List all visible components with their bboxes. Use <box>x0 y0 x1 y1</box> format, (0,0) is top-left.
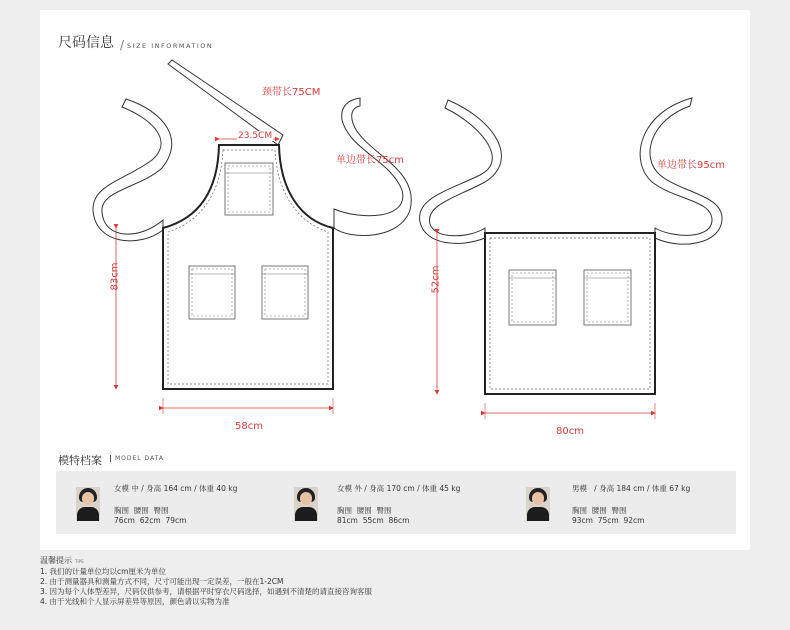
model-measure-values-3: 93cm 75cm 92cm <box>572 516 645 525</box>
model-avatar-2 <box>294 487 318 521</box>
tip-item: 3. 因为每个人体型差异，尺码仅供参考，请根据平时穿衣尺码选择，如遇到不清楚的请直接咨询客服 <box>40 587 373 596</box>
tips-heading: 温馨提示 TIPS <box>40 556 84 565</box>
page-subtitle: / SIZE INFORMATION <box>120 37 213 51</box>
tip-item: 2. 由于测量器具和测量方式不同，尺寸可能出现一定误差，一般在1-2CM <box>40 577 284 586</box>
model-info-1: 女模 中 / 身高 164 cm / 体重 40 kg <box>114 484 238 493</box>
side-strap-label-left: 单边带长75cm <box>336 155 404 166</box>
model-heading: 模特档案 <box>58 454 102 467</box>
neck-strap-label: 颈带长75CM <box>262 87 321 98</box>
model-avatar-3 <box>526 487 550 521</box>
pocket-top-label: 23.5CM <box>238 131 273 141</box>
model-measure-labels-2: 胸围 腰围 臀围 <box>337 506 392 515</box>
model-measure-values-2: 81cm 55cm 86cm <box>337 516 410 525</box>
model-measure-values-1: 76cm 62cm 79cm <box>114 516 187 525</box>
model-info-3: 男模 / 身高 184 cm / 体重 67 kg <box>572 484 691 493</box>
tips-subheading: TIPS <box>75 559 84 564</box>
width-label-left: 58cm <box>235 421 263 432</box>
height-label-left: 83cm <box>109 262 121 291</box>
left-apron <box>93 60 411 414</box>
tips-section <box>40 556 372 607</box>
model-avatar-1 <box>76 487 100 521</box>
model-subheading: MODEL DATA <box>110 455 164 462</box>
model-info-2: 女模 外 / 身高 170 cm / 体重 45 kg <box>337 484 461 493</box>
page-title: 尺码信息 <box>58 35 114 51</box>
side-strap-label-right: 单边带长95cm <box>657 160 725 171</box>
model-measure-labels-1: 胸围 腰围 臀围 <box>114 506 169 515</box>
height-label-right: 52cm <box>430 265 442 294</box>
tip-item: 4. 由于光线和个人显示屏差异等原因，颜色请以实物为准 <box>40 597 230 606</box>
tip-item: 1. 我们的计量单位均以cm厘米为单位 <box>40 567 166 576</box>
right-apron <box>420 98 722 419</box>
model-measure-labels-3: 胸围 腰围 臀围 <box>572 506 627 515</box>
width-label-right: 80cm <box>556 426 584 437</box>
